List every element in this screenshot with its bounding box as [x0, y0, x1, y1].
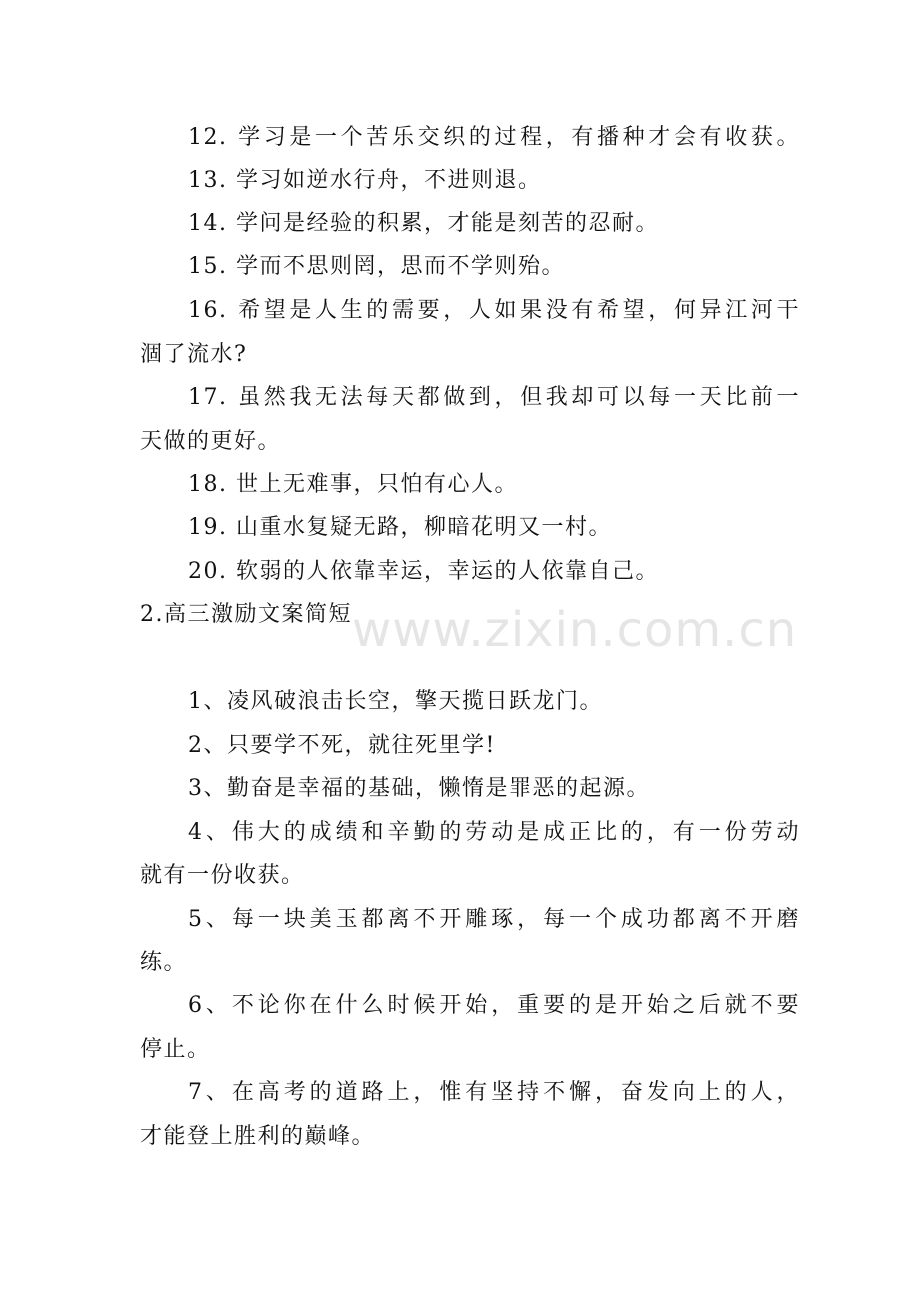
list-item-7-continued: 才能登上胜利的巅峰。 [140, 1124, 376, 1149]
list-item-14: 14. 学问是经验的积累，才能是刻苦的忍耐。 [188, 211, 659, 236]
list-item-16: 16. 希望是人生的需要，人如果没有希望，何异江河干 [188, 298, 800, 323]
list-item-3: 3、勤奋是幸福的基础，懒惰是罪恶的起源。 [188, 776, 650, 801]
list-item-17: 17. 虽然我无法每天都做到，但我却可以每一天比前一 [188, 385, 800, 410]
list-item-4-continued: 就有一份收获。 [140, 863, 305, 888]
list-item-6-continued: 停止。 [140, 1037, 211, 1062]
list-item-2: 2、只要学不死，就往死里学! [188, 733, 496, 758]
section-heading: 2.高三激励文案简短 [140, 602, 352, 627]
list-item-7: 7、在高考的道路上，惟有坚持不懈，奋发向上的人， [188, 1080, 800, 1105]
list-item-5-continued: 练。 [140, 950, 188, 975]
list-item-18: 18. 世上无难事，只怕有心人。 [188, 472, 518, 497]
list-item-20: 20. 软弱的人依靠幸运，幸运的人依靠自己。 [188, 559, 659, 584]
list-item-5: 5、每一块美玉都离不开雕琢，每一个成功都离不开磨 [188, 907, 800, 932]
list-item-6: 6、不论你在什么时候开始，重要的是开始之后就不要 [188, 993, 800, 1018]
list-item-17-continued: 天做的更好。 [140, 429, 282, 454]
list-item-16-continued: 涸了流水? [140, 342, 248, 367]
watermark: www.zixin.com.cn [352, 602, 798, 658]
list-item-1: 1、凌风破浪击长空，擎天揽日跃龙门。 [188, 689, 603, 714]
list-item-19: 19. 山重水复疑无路，柳暗花明又一村。 [188, 515, 612, 540]
list-item-15: 15. 学而不思则罔，思而不学则殆。 [188, 254, 565, 279]
list-item-4: 4、伟大的成绩和辛勤的劳动是成正比的，有一份劳动 [188, 820, 800, 845]
list-item-12: 12. 学习是一个苦乐交织的过程，有播种才会有收获。 [188, 125, 800, 150]
list-item-13: 13. 学习如逆水行舟，不进则退。 [188, 168, 542, 193]
